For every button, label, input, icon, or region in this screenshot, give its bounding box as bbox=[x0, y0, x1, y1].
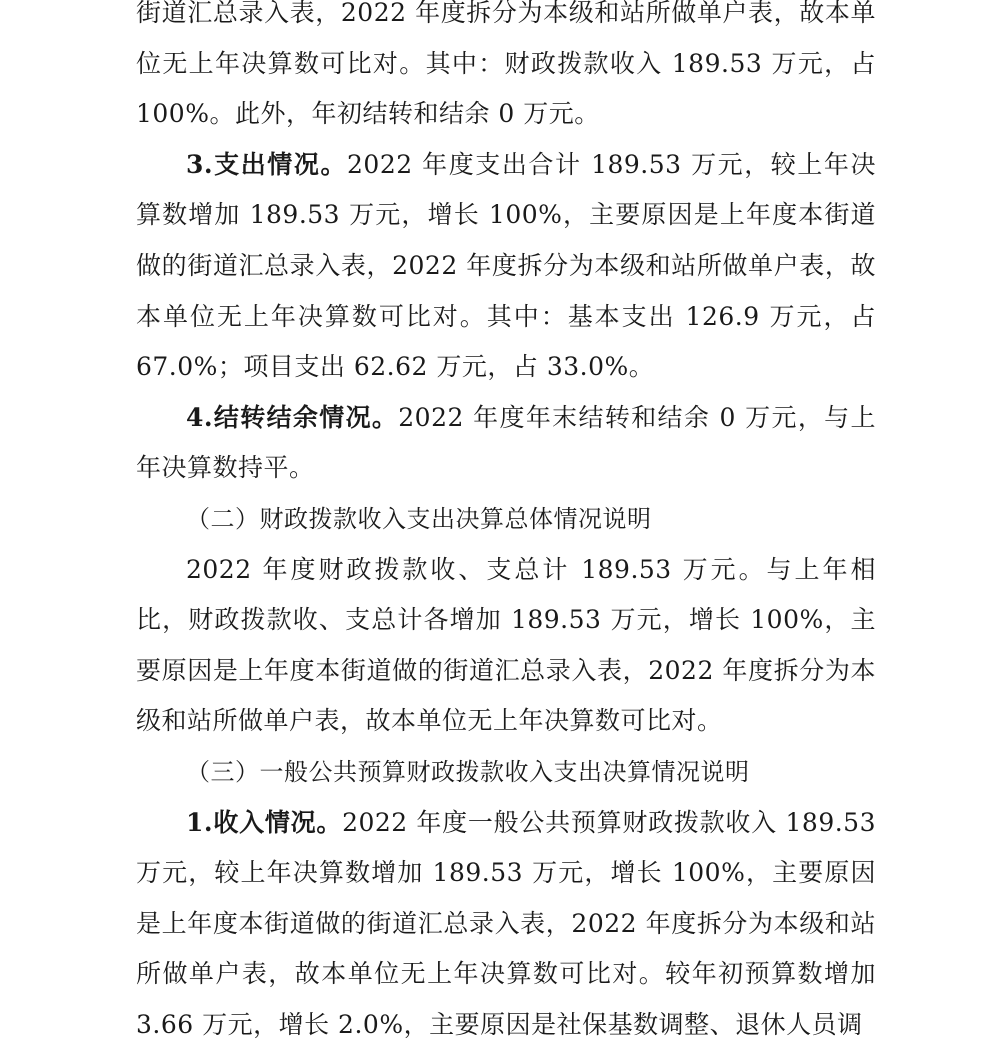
paragraph-fiscal-overall: 2022 年度财政拨款收、支总计 189.53 万元。与上年相比，财政拨款收、支总计各增加 189.53 万元，增长 100%，主要原因是上年度本街道做的街道汇总录入表，2022 年度拆分为本级和站所做单户表，故本单位无上年决算数可比对。 bbox=[136, 554, 876, 736]
paragraph-body-general-income: 2022 年度一般公共预算财政拨款收入 189.53 万元，较上年决算数增加 189.53 万元，增长 100%，主要原因是上年度本街道做的街道汇总录入表，2022 年度拆分为本级和站所做单户表，故本单位无上年决算数可比对。较年初预算数增加 3.66 万元，增长 2.0%，主要原因是社保基数调整、退休人员调 bbox=[136, 807, 876, 1039]
paragraph-lead-expenditure: 3.支出情况。 bbox=[186, 149, 348, 179]
paragraph-lead-general-income: 1.收入情况。 bbox=[186, 807, 343, 837]
paragraph-body-expenditure: 2022 年度支出合计 189.53 万元，较上年决算数增加 189.53 万元，增长 100%，主要原因是上年度本街道做的街道汇总录入表，2022 年度拆分为本级和站所做单户表，故本单位无上年决算数可比对。其中：基本支出 126.9 万元，占 67.0%；项目支出 62.62 万元，占 33.0%。 bbox=[136, 149, 876, 382]
paragraph-lead-carryover: 4.结转结余情况。 bbox=[186, 402, 399, 432]
paragraph-income-continued: 街道汇总录入表，2022 年度拆分为本级和站所做单户表，故本单位无上年决算数可比对。其中：财政拨款收入 189.53 万元，占 100%。此外，年初结转和结余 0 万元。 bbox=[136, 0, 876, 129]
section-heading-general-budget: （三）一般公共预算财政拨款收入支出决算情况说明 bbox=[186, 757, 750, 786]
text-column bbox=[136, 0, 876, 1043]
paragraph-carryover bbox=[136, 393, 876, 494]
paragraph-general-budget-income bbox=[136, 798, 876, 1043]
paragraph-expenditure bbox=[136, 140, 876, 393]
paragraph-body-carryover: 2022 年度年末结转和结余 0 万元，与上年决算数持平。 bbox=[136, 402, 876, 483]
section-heading-fiscal-overall: （二）财政拨款收入支出决算总体情况说明 bbox=[186, 504, 652, 533]
